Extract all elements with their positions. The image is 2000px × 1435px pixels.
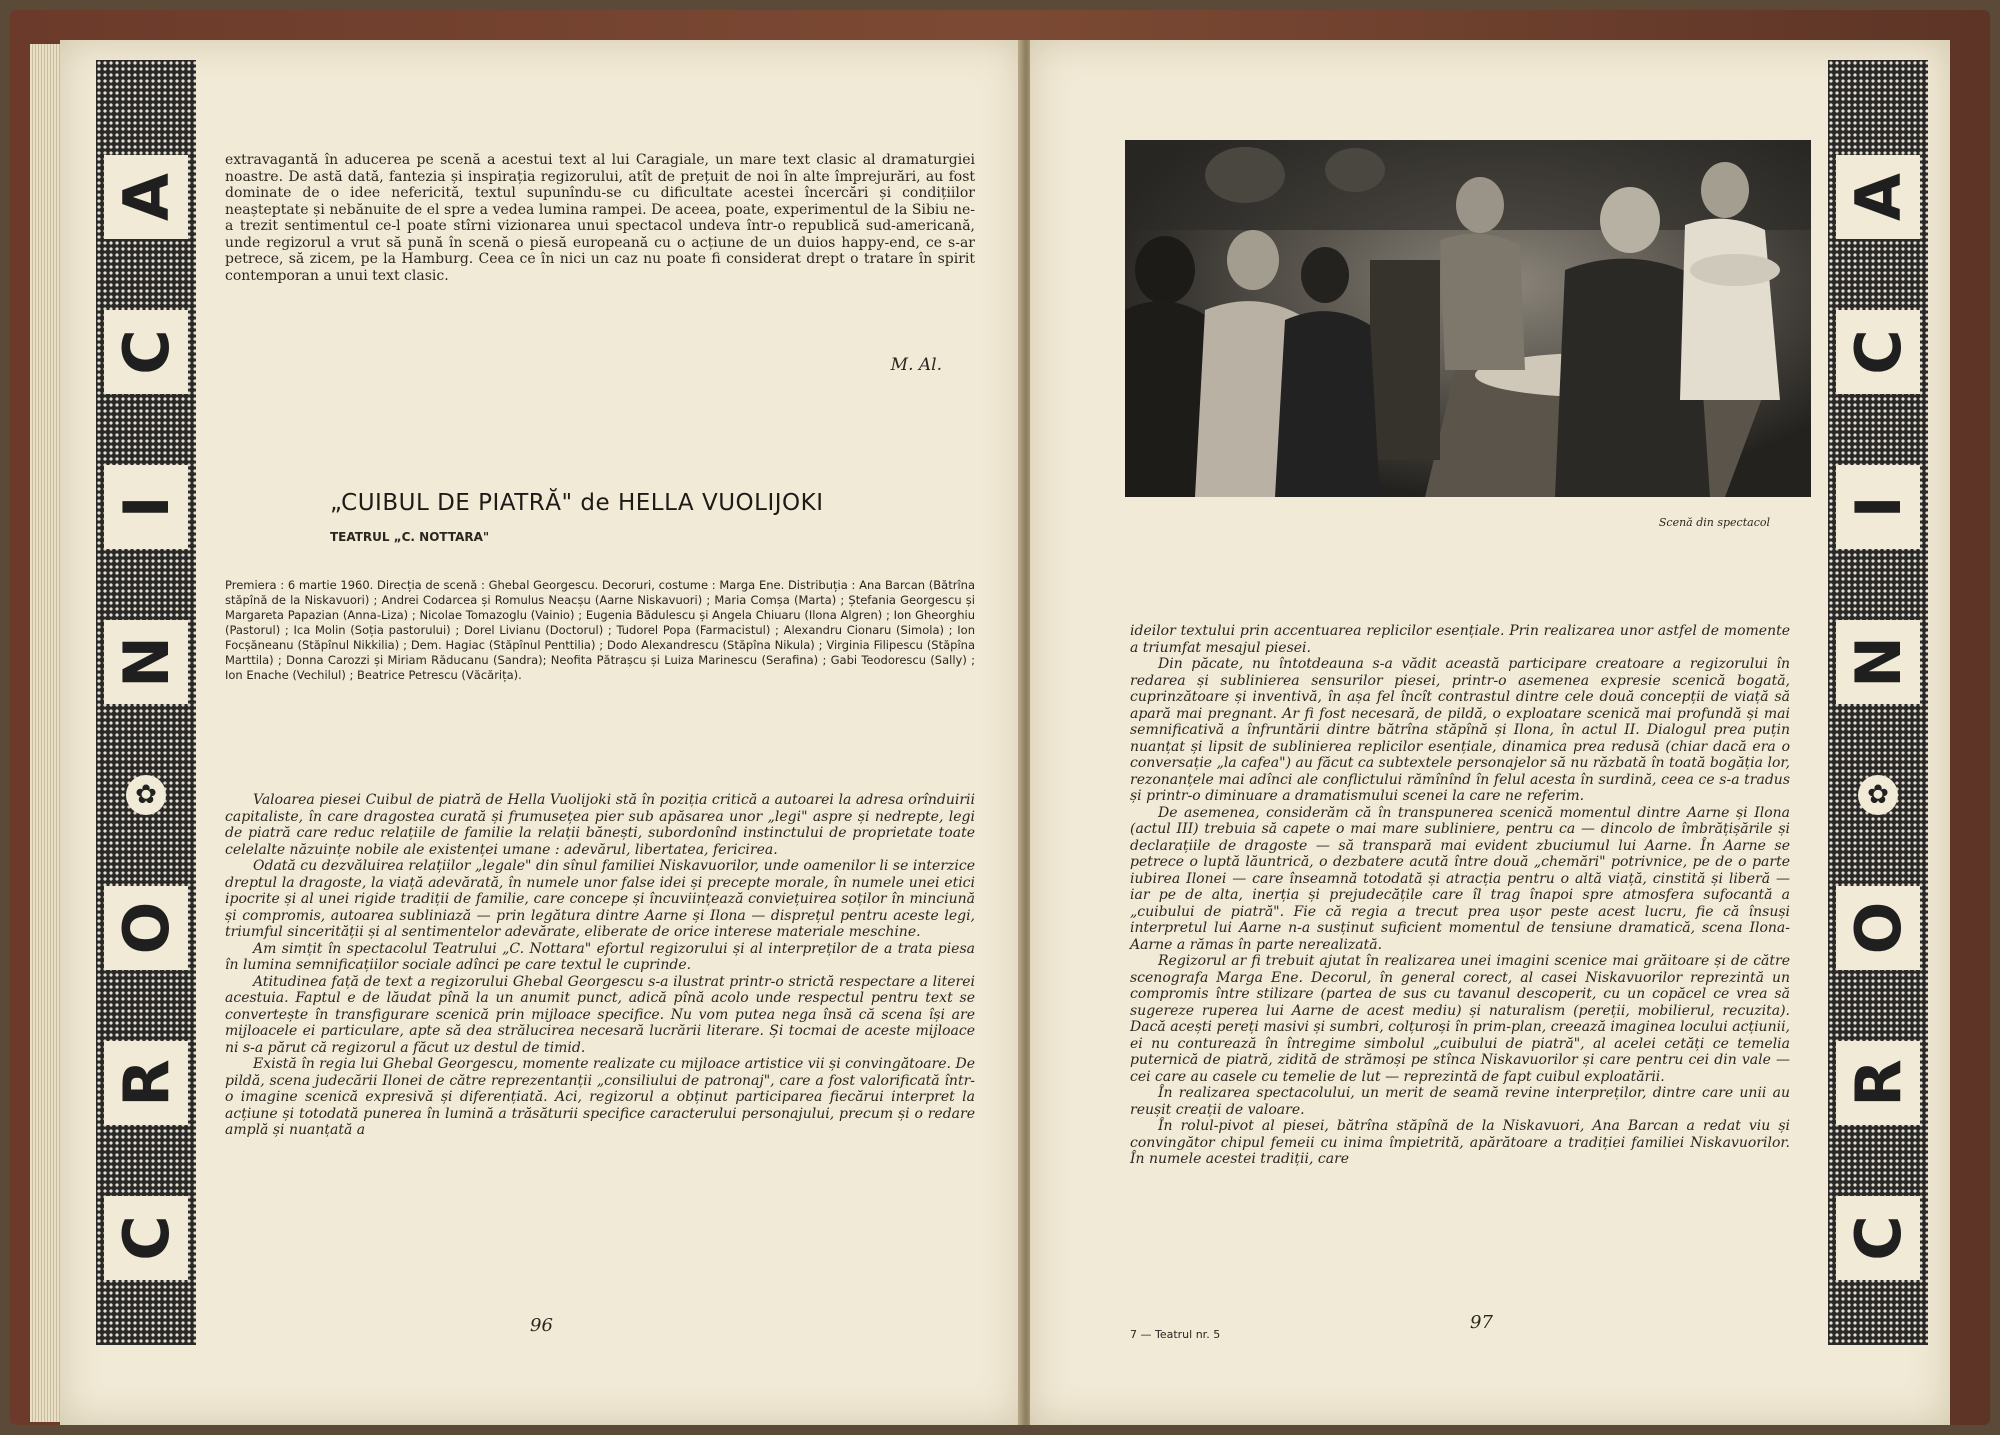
body-paragraph: Odată cu dezvăluirea relațiilor „legale" din sînul familiei Niskavuorilor, unde oamenilor li se interzice dreptul la dragoste, la viață adevărată, în numele unor false idei și precepte morale, în numele unei etici ipocrite și al unei rigide tradiții de familie, care concepe și încuviințează conviețuirea soților în minciună și compromis, autoarea subliniază — prin legătura dintre Aarne și Ilona — disprețul pentru aceste legi, triumful sincerității și al sentimentelor adevărate, eliberate de orice interese materiale meschine. — [225, 858, 975, 940]
article-body-right — [1130, 623, 1790, 1168]
cronica-strip-left — [96, 60, 196, 1345]
strip-letter: C — [104, 310, 188, 394]
page-edges — [30, 44, 62, 1422]
body-paragraph: În realizarea spectacolului, un merit de seamă revine interpreților, dintre care unii au reușit creații de valoare. — [1130, 1085, 1790, 1118]
strip-letter: O — [1836, 886, 1920, 970]
issue-footer: 7 — Teatrul nr. 5 — [1130, 1328, 1221, 1341]
body-paragraph: ideilor textului prin accentuarea replicilor esențiale. Prin realizarea unor astfel de momente a triumfat mesajul piesei. — [1130, 623, 1790, 656]
body-paragraph: Există în regia lui Ghebal Georgescu, momente realizate cu mijloace artistice vii și convingătoare. De pildă, scena judecării Ilonei de către reprezentanții „consiliului de patronaj", care a fost valorificată într-o imagine scenică expresivă și diferențiată. Aci, regizorul a obținut participarea fiecărui interpret la acțiune și totodată punerea în lumină a trăsăturii specifice caracterului personajului, precum și o redare amplă și nuanțată a — [225, 1056, 975, 1138]
strip-letter: C — [1836, 310, 1920, 394]
page-number-left: 96 — [530, 1315, 553, 1336]
strip-letter: I — [104, 465, 188, 549]
body-paragraph: Valoarea piesei Cuibul de piatră de Hella Vuolijoki stă în poziția critică a autoarei la adresa orînduirii capitaliste, în care dragostea curată și frumusețea pier sub apăsarea unor „legi" aspre și nedrepte, legi de piatră care reduc relațiile de familie la relații bănești, subordonînd instinctului de proprietate toate celelalte năzuințe nobile ale existenței umane : adevărul, libertatea, fericirea. — [225, 792, 975, 858]
strip-letter: C — [104, 1196, 188, 1280]
photo-caption: Scenă din spectacol — [1658, 516, 1770, 529]
body-paragraph: Regizorul ar fi trebuit ajutat în realizarea unei imagini scenice mai grăitoare și de către scenografa Marga Ene. Decorul, în general corect, al casei Niskavuorilor reprezintă un compromis între stilizare (partea de sus cu tavanul descoperit, cu un copăcel ce vrea să sugereze ruperea lui Aarne de acest mediu) și naturalism (pereții, mobilierul, recuzita). Dacă acești pereți masivi și sumbri, colțuroși în prim-plan, creează imaginea locului acțiunii, ei nu conturează în întregime simbolul „cuibului de piatră", al acelei cetăți ce temelia puternică de piatră, zidită de strămoși pe stînca Niskavuorilor și care pentru cei din vale — cei care au casele cu temelie de lut — reprezintă de fapt cuibul exploatării. — [1130, 953, 1790, 1085]
article-title: „CUIBUL DE PIATRĂ" de HELLA VUOLIJOKI — [330, 490, 824, 516]
body-paragraph: Am simțit în spectacolul Teatrului „C. Nottara" efortul regizorului și al interpreților de a trata piesa în lumina semnificațiilor sociale adînci pe care textul le cuprinde. — [225, 940, 975, 973]
body-paragraph: Atitudinea față de text a regizorului Ghebal Georgescu s-a ilustrat printr-o strictă respectare a literei acestuia. Faptul e de lăudat pînă la un anumit punct, adică pînă acolo unde respectul pentru text se convertește în transfigurare scenică prin mijloace specifice. Nu vom putea nega însă că scena își are mijloacele ei particulare, apte să dea strălucirea necesară lucrării literare. Și tocmai de aceste mijloace ni s-a părut că regizorul a făcut uz destul de timid. — [225, 973, 975, 1056]
cronica-strip-right — [1828, 60, 1928, 1345]
right-page — [1030, 40, 1950, 1425]
body-paragraph: Din păcate, nu întotdeauna s-a vădit această participare creatoare a regizorului în redarea și sublinierea sensurilor piesei, printr-o asemenea expresie scenică bogată, cuprinzătoare și inventivă, în așa fel încît contrastul dintre cele două concepții de viață să apară mai pregnant. Ar fi fost necesară, de pildă, o exploatare scenică mai profundă și mai semnificativă a înfruntării dintre bătrîna stăpînă și Ilona, în actul II. Dialogul prea puțin nuanțat și lipsit de sublinierea replicilor esențiale, dinamica prea redusă (chiar dacă era o conversație „la cafea") au făcut ca subtextele personajelor să nu răzbată în toată bogăția lor, rezonanțele mai adînci ale conflictului rămînînd în felul acesta în surdină, ceea ce s-a tradus și printr-o diminuare a dramatismului scenei la care ne referim. — [1130, 656, 1790, 804]
body-paragraph: În rolul-pivot al piesei, bătrîna stăpînă de la Niskavuori, Ana Barcan a redat viu și convingător chipul femeii cu inima împietrită, apărătoare a tradiției familiei Niskavuorilor. În numele acestei tradiții, care — [1130, 1118, 1790, 1167]
strip-letter: N — [1836, 620, 1920, 704]
production-credits: Premiera : 6 martie 1960. Direcția de scenă : Ghebal Georgescu. Decoruri, costume : Marga Ene. Distribuția : Ana Barcan (Bătrîna stăpînă de la Niskavuori) ; Andrei Codarcea și Romulus Neacșu (Aarne Niskavuori) ; Maria Comșa (Marta) ; Ștefania Georgescu și Margareta Papazian (Anna-Liza) ; Nicolae Tomazoglu (Vainio) ; Eugenia Bădulescu și Angela Chiuaru (Ilona Algren) ; Ion Gheorghiu (Pastorul) ; Ica Molin (Soția pastorului) ; Dorel Livianu (Doctorul) ; Tudorel Popa (Farmacistul) ; Alexandru Cionaru (Simola) ; Ion Focșăneanu (Stăpînul Nikkilia) ; Dem. Hagiac (Stăpînul Penttilia) ; Dodo Alexandrescu (Stăpîna Nikula) ; Virginia Filipescu (Stăpîna Marttila) ; Donna Carozzi și Miriam Răducanu (Sandra); Neofita Pătrașcu și Luiza Marinescu (Serafina) ; Gabi Teodorescu (Sally) ; Ion Enache (Vechilul) ; Beatrice Petrescu (Văcărița). — [225, 578, 975, 682]
stage-photo — [1125, 140, 1811, 497]
page-number-right: 97 — [1470, 1312, 1493, 1333]
ornament-icon: ✿ — [1858, 775, 1898, 815]
strip-letter: R — [1836, 1041, 1920, 1125]
left-page — [60, 40, 1022, 1425]
article-body-left — [225, 792, 975, 1139]
strip-letter: A — [1836, 155, 1920, 239]
ornament-icon: ✿ — [126, 775, 166, 815]
strip-letter: R — [104, 1041, 188, 1125]
strip-letter: C — [1836, 1196, 1920, 1280]
strip-letter: I — [1836, 465, 1920, 549]
body-paragraph: De asemenea, considerăm că în transpunerea scenică momentul dintre Aarne și Ilona (actul III) trebuia să capete o mai mare subliniere, pentru ca — dincolo de îmbrățișările și declarațiile de dragoste — să transpară mai evident zbuciumul lui Aarne. În Aarne se petrece o luptă lăuntrică, o dezbatere acută între două „chemări" potrivnice, pe de o parte iubirea Ilonei — care înseamnă totodată și atracția pentru o altă viață, cinstită și liberă — iar pe de alta, inerția și prejudecățile care îl trag înapoi spre atmosfera sufocantă a „cuibului de piatră". Fie că regia a trecut prea ușor peste acest lucru, fie că însuși interpretul lui Aarne n-a susținut suficient momentul de tensiune dramatică, scena Ilona-Aarne a rămas în parte nerealizată. — [1130, 804, 1790, 953]
author-signature: M. Al. — [890, 355, 942, 375]
strip-letter: A — [104, 155, 188, 239]
strip-letter: N — [104, 620, 188, 704]
theatre-name: TEATRUL „C. NOTTARA" — [330, 530, 490, 544]
strip-letter: O — [104, 886, 188, 970]
intro-paragraph: extravagantă în aducerea pe scenă a acestui text al lui Caragiale, un mare text clasic al dramaturgiei noastre. De astă dată, fantezia și inspirația regizorului, atît de prețuit de noi în alte împrejurări, au fost dominate de o idee nefericită, textul supunîndu-se cu dificultate acestei încercări și condițiilor neașteptate și nebănuite de el spre a vedea lumina rampei. De aceea, poate, experimentul de la Sibiu ne-a trezit sentimentul ce-l poate stîrni vizionarea unui spectacol undeva într-o republică sud-americană, unde regizorul a vrut să pună în scenă o piesă europeană cu o acțiune de un duios happy-end, ce s-ar petrece, să zicem, pe la Hamburg. Ceea ce în nici un caz nu poate fi considerat drept o tratare în spirit contemporan a unui text clasic. — [225, 152, 975, 284]
